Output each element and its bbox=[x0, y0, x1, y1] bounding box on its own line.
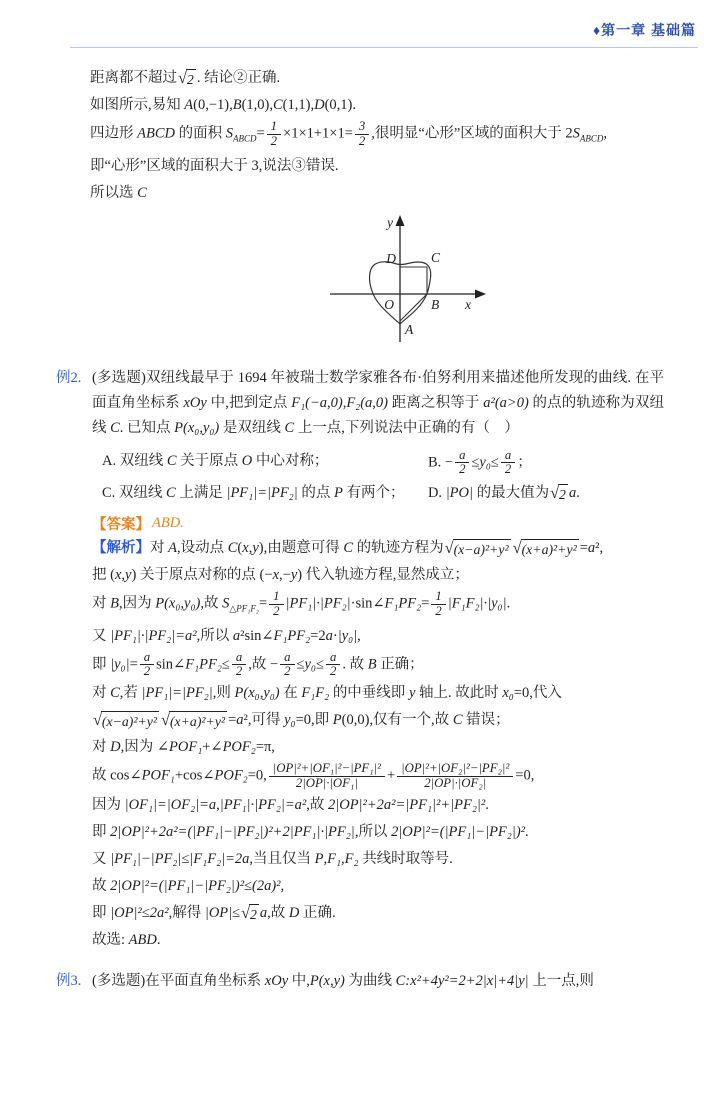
heart-figure bbox=[305, 212, 664, 352]
y-axis-label: y bbox=[387, 214, 393, 230]
example3-body bbox=[92, 969, 664, 994]
example3-block bbox=[56, 969, 664, 994]
text-line: √ (x−a)²+y² √ (x+a)²+y² =a²,可得 y₀=0,即 P(0,0),仅有一个,故 C 错误； bbox=[93, 711, 510, 730]
text-line: 对 D,因为 ∠POF₁+∠POF₂=π, bbox=[92, 739, 275, 756]
solution-continued bbox=[90, 66, 664, 206]
x-axis-label: x bbox=[465, 296, 471, 312]
example2-block bbox=[56, 366, 665, 955]
point-d-label: D bbox=[386, 250, 396, 266]
text-line: 所以选 C bbox=[90, 184, 147, 201]
example2-stem: (多选题)双纽线最早于 1694 年被瑞士数学家雅各布·伯努利用来描述他所发现的曲线. 在平面直角坐标系 xOy 中,把到定点 F₁(−a,0),F₂(a,0) 距离之积等于 a²(a>0) 的点的轨迹称为双纽线 C. 已知点 P(x₀,y₀) 是双纽线 C 上一点,下列说法中正确的有（ ） bbox=[92, 369, 665, 436]
point-c-label: C bbox=[431, 249, 441, 265]
example3-stem: (多选题)在平面直角坐标系 xOy 中,P(x,y) 为曲线 C:x²+4y²=2+2|x|+4|y| 上一点,则 bbox=[92, 972, 594, 989]
example2-body bbox=[92, 366, 664, 955]
text-line: 对 B,因为 P(x₀,y₀),故 $S_{\triangle PF_1F_2}=$ $\frac{1}{2}$ |PF₁|·|PF₂|·sin∠F₁PF₂= $\frac{1}{2}$ |F₁F₂|·|y₀|. bbox=[92, 589, 511, 618]
page-header bbox=[0, 0, 704, 45]
answer-label: 【答案】 bbox=[92, 517, 150, 534]
point-a-label: A bbox=[405, 321, 414, 337]
text-line: 四边形 ABCD 的面积 $S_{ABCD}=$ $\frac{1}{2}$ ×1×1+1×1= $\frac{3}{2}$ ,很明显“心形”区域的面积大于 $2S_{ABCD}$, bbox=[90, 119, 607, 148]
text-line: 距离都不超过 √ 2 . 结论②正确. bbox=[90, 69, 281, 88]
text-line: 又 |PF₁|−|PF₂|≤|F₁F₂|=2a,当且仅当 P,F₁,F₂ 共线时取等号. bbox=[92, 850, 453, 867]
text-line: 又 |PF₁|·|PF₂|=a²,所以 a²sin∠F₁PF₂=2a·|y₀|, bbox=[92, 627, 361, 644]
example2-answer-row bbox=[92, 513, 664, 534]
y-axis-arrow bbox=[396, 215, 405, 226]
example3-marker: 例3. bbox=[56, 972, 82, 989]
text-line: 因为 |OF₁|=|OF₂|=a,|PF₁|·|PF₂|=a²,故 2|OP|²+2a²=|PF₁|²+|PF₂|². bbox=[92, 796, 489, 813]
text-line: 故 2|OP|²=(|PF₁|−|PF₂|)²≤(2a)², bbox=[92, 877, 285, 894]
origin-label: O bbox=[384, 296, 394, 312]
answer-value: ABD. bbox=[152, 515, 184, 532]
text-line: 故选: ABD. bbox=[92, 931, 161, 948]
text-line: A. 双纽线 C 关于原点 O 中心对称； bbox=[102, 452, 329, 469]
text-line: 故 cos∠POF₁+cos∠POF₂=0, $\frac{\text{|OP|²+|OF₁|²−|PF₁|²}}{\text{2|OP|·|OF₁|}}$ + $\frac{\text{|OP|²+|OF₂|²−|PF₂|²}}{\text{2|OP|·|OF₂|}}$ =0, bbox=[92, 761, 535, 790]
example2-marker: 例2. bbox=[56, 369, 82, 386]
text-line: 对 C,若 |PF₁|=|PF₂|,则 P(x₀,y₀) 在 F₁F₂ 的中垂线即 y 轴上. 故此时 x₀=0,代入 bbox=[92, 685, 562, 702]
point-b-label: B bbox=[431, 296, 440, 312]
text-line: C. 双纽线 C 上满足 |PF₁|=|PF₂| 的点 P 有两个； bbox=[102, 485, 405, 502]
page-content bbox=[0, 48, 704, 994]
chapter-heading: ♦第一章 基础篇 bbox=[592, 22, 696, 38]
text-line: 即 |OP|²≤2a²,解得 |OP|≤ √ 2 a,故 D 正确. bbox=[92, 903, 336, 922]
text-line: B. − $\frac{a}{2}$ ≤y₀≤ $\frac{a}{2}$ ； bbox=[427, 447, 532, 477]
heart-figure-svg bbox=[305, 212, 515, 347]
text-line: 把 (x,y) 关于原点对称的点 (−x,−y) 代入轨迹方程,显然成立； bbox=[92, 567, 469, 584]
example2-analysis bbox=[92, 536, 664, 953]
text-line: 即 |y₀|= $\frac{a}{2}$ sin∠F₁PF₂≤ $\frac{a}{2}$ ,故 − $\frac{a}{2}$ ≤y₀≤ $\frac{a}{2}$ . 故 B 正确； bbox=[92, 649, 424, 679]
text-line: 即 2|OP|²+2a²=(|PF₁|−|PF₂|)²+2|PF₁|·|PF₂|,所以 2|OP|²=(|PF₁|−|PF₂|)². bbox=[92, 823, 529, 840]
text-line: D. |PO| 的最大值为 √ 2 a. bbox=[427, 484, 580, 503]
example2-options bbox=[102, 447, 664, 509]
text-line: 如图所示,易知 A(0,−1),B(1,0),C(1,1),D(0,1). bbox=[90, 97, 356, 113]
x-axis-arrow bbox=[475, 289, 486, 298]
text-line: 【解析】对 A,设动点 C(x,y),由题意可得 C 的轨迹方程为 √ (x−a)²+y² √ (x+a)²+y² =a², bbox=[92, 539, 604, 558]
text-line: 即“心形”区域的面积大于 3,说法③错误. bbox=[90, 157, 339, 174]
